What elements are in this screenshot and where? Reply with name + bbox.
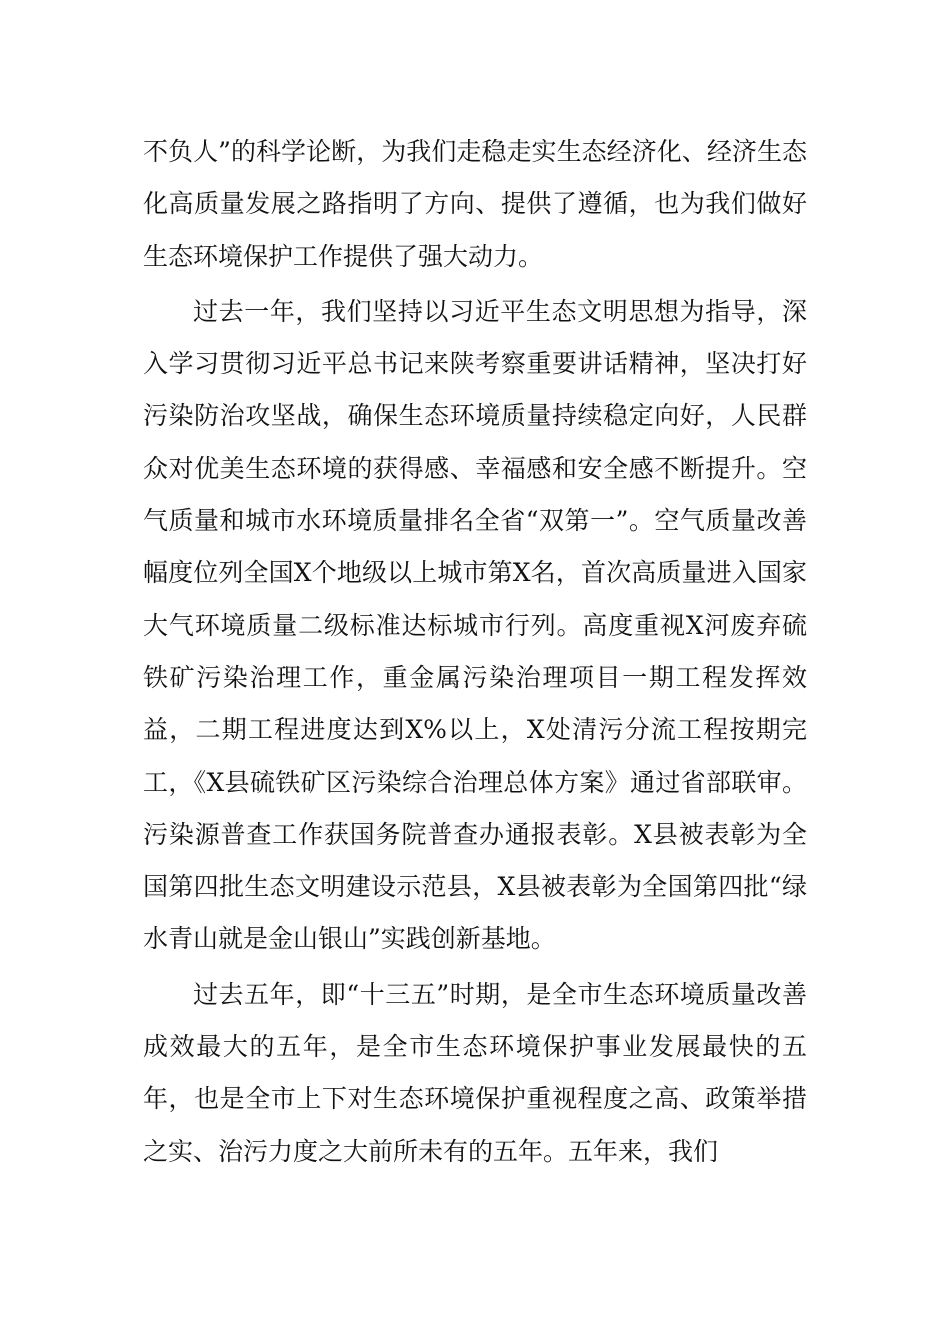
paragraph-past-year: 过去一年，我们坚持以习近平生态文明思想为指导，深入学习贯彻习近平总书记来陕考察重要讲话精神，坚决打好污染防治攻坚战，确保生态环境质量持续稳定向好，人民群众对优美生态环境的获得感、幸福感和安全感不断提升。空气质量和城市水环境质量排名全省“双第一”。空气质量改善幅度位列全国X个地级以上城市第X名，首次高质量进入国家大气环境质量二级标准达标城市行列。高度重视X河废弃硫铁矿污染治理工作，重金属污染治理项目一期工程发挥效益，二期工程进度达到X%以上，X处清污分流工程按期完工，《X县硫铁矿区污染综合治理总体方案》通过省部联审。污染源普查工作获国务院普查办通报表彰。X县被表彰为全国第四批生态文明建设示范县，X县被表彰为全国第四批“绿水青山就是金山银山”实践创新基地。 (143, 296, 807, 954)
paragraph-continuation: 不负人”的科学论断，为我们走稳走实生态经济化、经济生态化高质量发展之路指明了方向、提供了遵循，也为我们做好生态环境保护工作提供了强大动力。 (143, 137, 807, 271)
paragraph-past-five-years: 过去五年，即“十三五”时期，是全市生态环境质量改善成效最大的五年，是全市生态环境保护事业发展最快的五年，也是全市上下对生态环境保护重视程度之高、政策举措之实、治污力度之大前所未有的五年。五年来，我们 (143, 979, 807, 1166)
document-body (143, 126, 807, 1178)
